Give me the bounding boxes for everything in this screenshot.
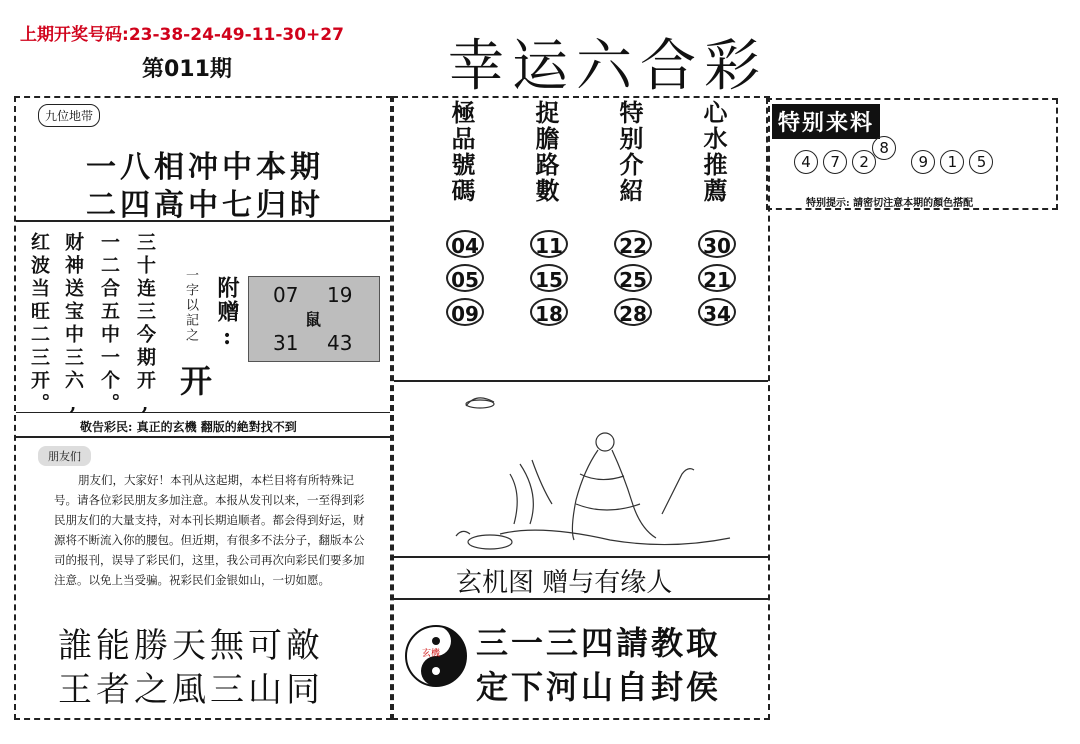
poem-col-2: 财神送宝中三六, [62, 232, 84, 419]
special-digit: 9 [911, 150, 935, 174]
bottom-left-line-2: 王者之風三山同 [58, 670, 324, 710]
issue-number: 第011期 [142, 57, 232, 82]
gift-box [248, 276, 380, 362]
rec-title-1: 極品號碼 [447, 100, 476, 204]
rec-number: 05 [446, 264, 484, 292]
stamp-label: 九位地带 [38, 104, 100, 127]
yinyang-icon [404, 624, 468, 688]
special-digit: 1 [940, 150, 964, 174]
gift-num-2: 19 [327, 283, 353, 307]
rec-number: 30 [698, 230, 736, 258]
yinyang-text: 玄機 [422, 649, 441, 659]
poem-col-4: 三十连三今期开, [134, 232, 156, 419]
gift-num-4: 43 [327, 331, 353, 355]
mystic-caption: 玄机图 赠与有缘人 [456, 568, 673, 598]
last-draw [20, 20, 344, 45]
rec-number: 25 [614, 264, 652, 292]
rec-title-4: 心水推薦 [699, 100, 728, 204]
special-digit: 4 [794, 150, 818, 174]
headline-2: 二四高中七归时 [86, 188, 324, 223]
special-digit: 2 [852, 150, 876, 174]
special-digit: 7 [823, 150, 847, 174]
rec-number: 22 [614, 230, 652, 258]
rec-number: 28 [614, 298, 652, 326]
bottom-mid-line-1: 三一三四請教取 [476, 624, 722, 662]
special-digit: 8 [872, 136, 896, 160]
bottom-mid-line-2: 定下河山自封侯 [476, 668, 722, 706]
page-title: 幸运六合彩 [448, 34, 768, 99]
attach-label: 附赠: [214, 276, 240, 352]
headline-1: 一八相冲中本期 [86, 150, 324, 185]
special-tip: 特别提示: 請密切注意本期的顏色搭配 [806, 198, 974, 209]
rec-title-2: 捉膽路數 [531, 100, 560, 204]
poem-col-1: 红波当旺二三开。 [28, 232, 50, 416]
rec-number: 15 [530, 264, 568, 292]
rec-number: 04 [446, 230, 484, 258]
bottom-left-line-1: 誰能勝天無可敵 [58, 626, 324, 666]
last-draw-label: 上期开奖号码: [20, 25, 129, 45]
rec-number: 21 [698, 264, 736, 292]
special-digit: 5 [969, 150, 993, 174]
mystic-illustration [400, 384, 764, 554]
article-body: 朋友们，大家好！本刊从这起期，本栏目将有所特殊记号。请各位彩民朋友多加注意。本报从发刊以来，一至得到彩民朋友们的大量支持，对本刊长期追顺者。都会得到好运，财源将不断流入你的腰包。但近期，有很多不法分子，翻版本公司的报刊，误导了彩民们，这里，我公司再次向彩民们要多加注意。以免上当受骗。祝彩民们金银如山，一切如愿。 [54, 473, 365, 587]
gift-num-3: 31 [273, 331, 299, 355]
notice-text: 敬告彩民: 真正的玄機 翻版的絶對找不到 [80, 420, 297, 434]
article-stamp: 朋友们 [38, 446, 91, 466]
open-char: 开 [180, 362, 213, 400]
rec-number: 18 [530, 298, 568, 326]
rec-number: 11 [530, 230, 568, 258]
special-digits [794, 139, 993, 174]
gift-num-1: 07 [273, 283, 299, 307]
special-label: 特别来料 [772, 104, 880, 139]
gift-zodiac: 鼠 [305, 310, 322, 329]
rec-title-3: 特别介紹 [615, 100, 644, 204]
rec-number: 09 [446, 298, 484, 326]
rec-number: 34 [698, 298, 736, 326]
poem-col-3: 一二合五中一个。 [98, 232, 120, 416]
recommend-grid [420, 100, 764, 330]
last-draw-numbers: 23-38-24-49-11-30+27 [128, 25, 344, 45]
memo-text: 一字以記之 [183, 268, 198, 343]
